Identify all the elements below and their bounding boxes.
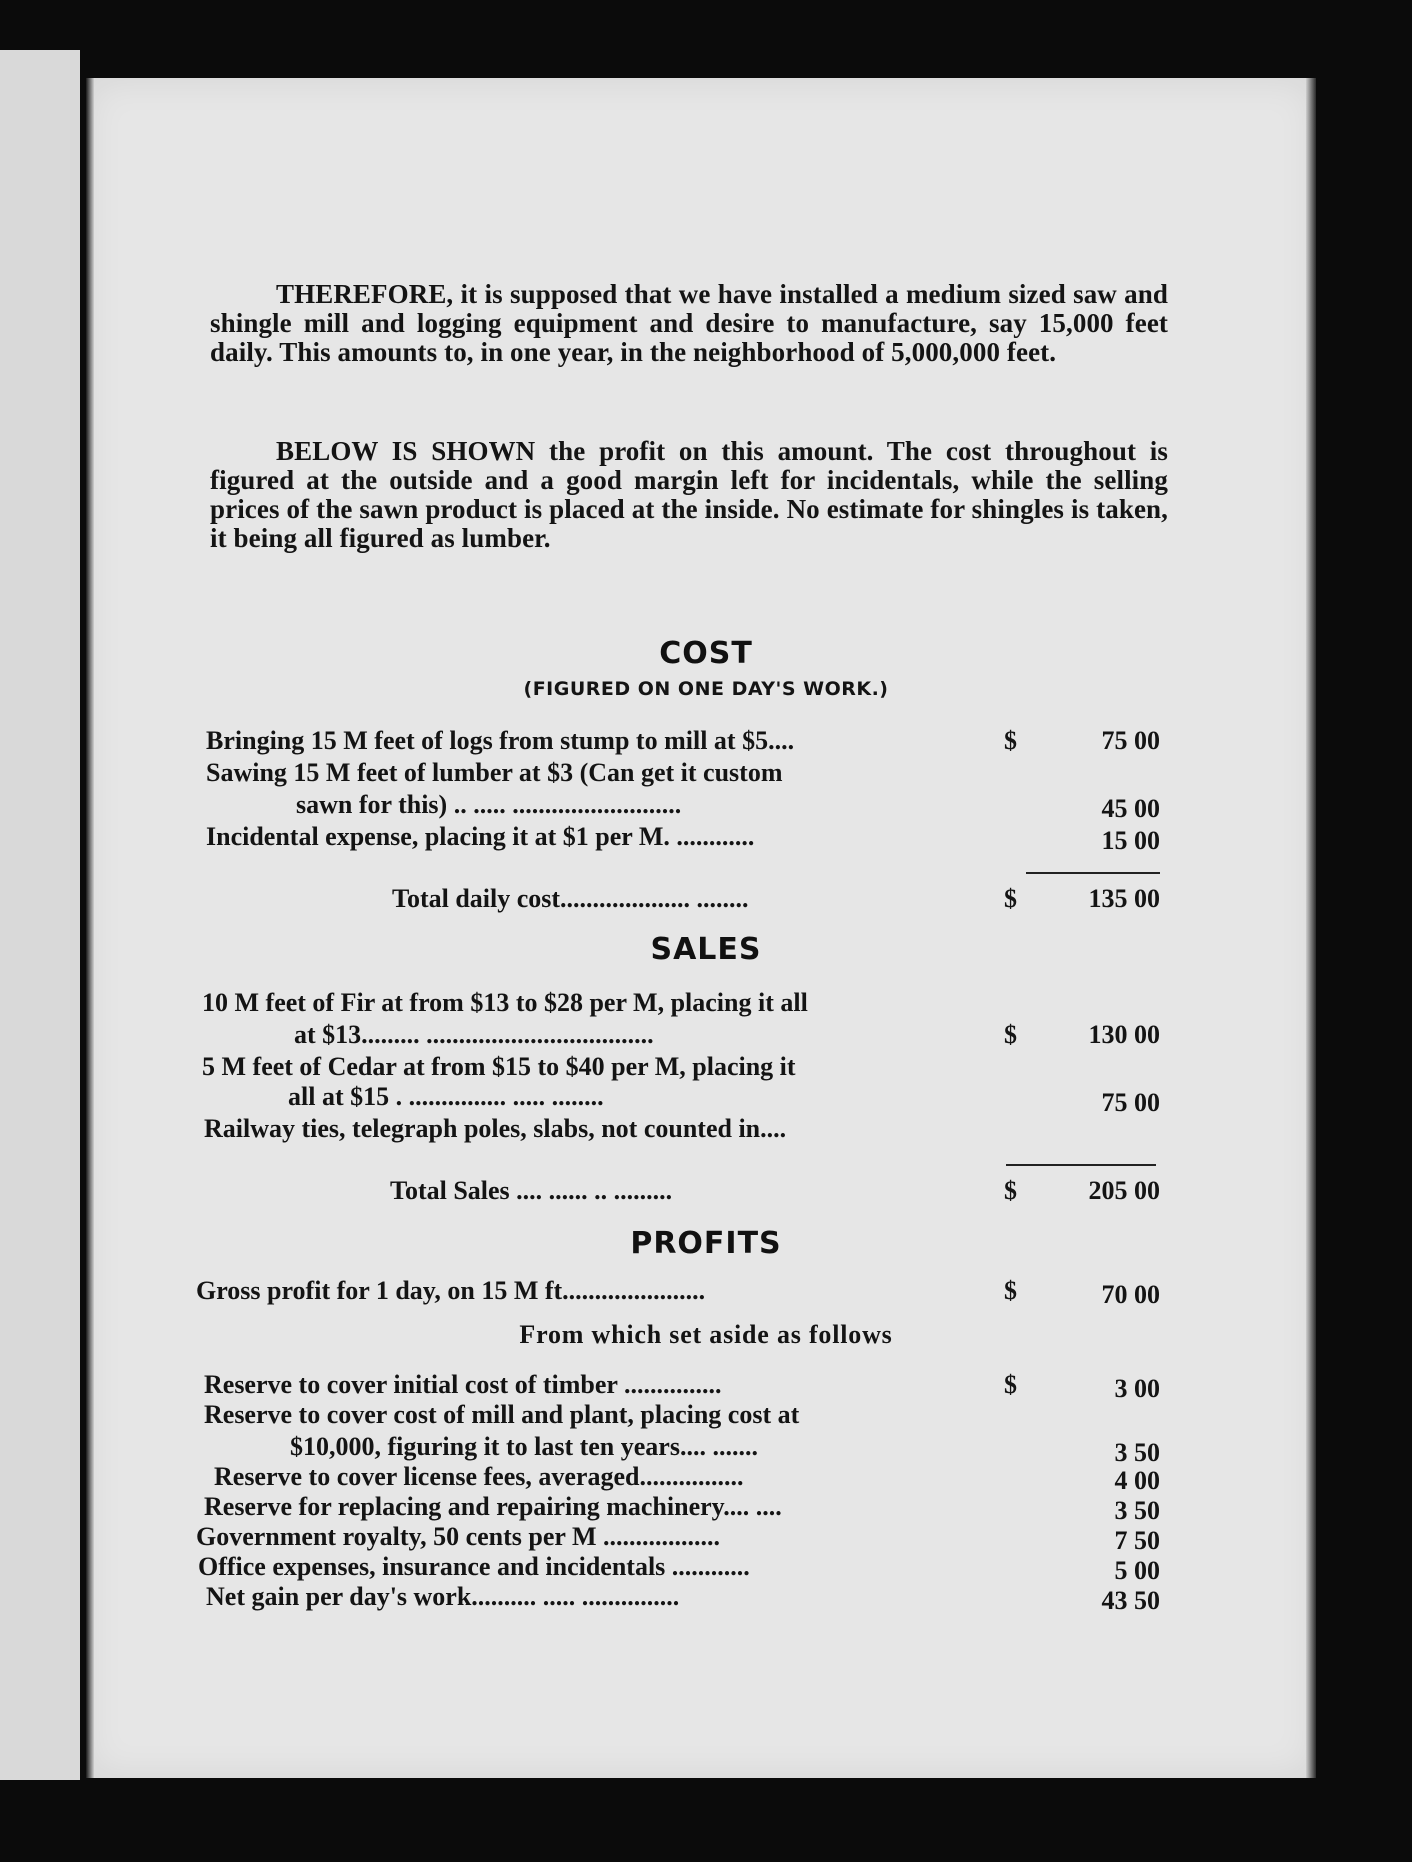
profits-row-desc: Reserve to cover license fees, averaged................ <box>214 1462 744 1491</box>
profits-row-amount: 3 00 <box>1114 1374 1160 1403</box>
cost-total-label: Total daily cost.................... ........ <box>392 884 749 913</box>
sales-row-desc-cont: all at $15 . ............... ..... ........ <box>288 1082 604 1111</box>
profits-row-amount: 3 50 <box>1114 1496 1160 1525</box>
profits-gross-label: Gross profit for 1 day, on 15 M ft...................... <box>196 1276 706 1305</box>
profits-row-desc: Reserve to cover initial cost of timber ............... <box>204 1370 722 1399</box>
dollar-sign: $ <box>1004 1020 1017 1049</box>
cost-row-desc: Sawing 15 M feet of lumber at $3 (Can get it custom <box>206 758 783 787</box>
profits-row-desc: Government royalty, 50 cents per M .................. <box>196 1522 721 1551</box>
sales-heading: SALES <box>650 932 762 967</box>
profits-row-amount: 43 50 <box>1101 1586 1160 1615</box>
profits-row-amount: 4 00 <box>1114 1466 1160 1495</box>
profits-row-desc: Net gain per day's work.......... ..... ............... <box>206 1582 680 1611</box>
intro-paragraph-1: THEREFORE, it is supposed that we have installed a medium sized saw and shingle mill and logging equipment and desire to manufacture, say 15,000 feet daily. This amounts to, in one year, in the neighborhood of 5,000,000 feet. <box>210 279 1168 367</box>
dollar-sign: $ <box>1004 726 1017 755</box>
sales-row-amount: 75 00 <box>1101 1088 1160 1117</box>
sales-row-desc: Railway ties, telegraph poles, slabs, not counted in.... <box>204 1114 787 1143</box>
cost-heading: COST <box>659 636 753 671</box>
set-aside-note: From which set aside as follows <box>519 1320 893 1349</box>
cost-row-desc: Bringing 15 M feet of logs from stump to mill at $5.... <box>206 726 795 755</box>
profits-heading: PROFITS <box>630 1226 782 1261</box>
sales-total-amount: 205 00 <box>1088 1176 1160 1205</box>
profits-row-amount: 3 50 <box>1114 1438 1160 1467</box>
cost-total-amount: 135 00 <box>1088 884 1160 913</box>
intro-paragraph-2: BELOW IS SHOWN the profit on this amount. The cost throughout is figured at the outside and a good margin left for incidentals, while the selling prices of the sawn product is placed at the inside. No estimate for shingles is taken, it being all figured as lumber. <box>210 436 1168 553</box>
sales-row-desc: 10 M feet of Fir at from $13 to $28 per M, placing it all <box>202 988 808 1017</box>
profits-row-amount: 7 50 <box>1114 1526 1160 1555</box>
sales-row-amount: 130 00 <box>1088 1020 1160 1049</box>
dollar-sign: $ <box>1004 1276 1017 1305</box>
profits-gross-amount: 70 00 <box>1101 1280 1160 1309</box>
cost-row-desc: Incidental expense, placing it at $1 per M. ............ <box>206 822 755 851</box>
sales-row-desc-cont: at $13......... ................................... <box>294 1020 654 1049</box>
profits-row-desc: Office expenses, insurance and incidentals ............ <box>198 1552 750 1581</box>
sales-total-label: Total Sales .... ...... .. ......... <box>390 1176 673 1205</box>
cost-row-desc-cont: sawn for this) .. ..... .......................... <box>296 790 682 819</box>
dollar-sign: $ <box>1004 1370 1017 1399</box>
profits-row-desc-cont: $10,000, figuring it to last ten years.... ....... <box>290 1432 758 1461</box>
dollar-sign: $ <box>1004 1176 1017 1205</box>
cost-subheading: (FIGURED ON ONE DAY'S WORK.) <box>523 678 889 700</box>
profits-row-desc: Reserve to cover cost of mill and plant, placing cost at <box>204 1400 800 1429</box>
sales-row-desc: 5 M feet of Cedar at from $15 to $40 per M, placing it <box>202 1052 796 1081</box>
cost-row-amount: 15 00 <box>1101 826 1160 855</box>
cost-row-amount: 45 00 <box>1101 794 1160 823</box>
profits-row-desc: Reserve for replacing and repairing machinery.... .... <box>204 1492 782 1521</box>
dollar-sign: $ <box>1004 884 1017 913</box>
cost-row-amount: 75 00 <box>1101 726 1160 755</box>
profits-row-amount: 5 00 <box>1114 1556 1160 1585</box>
